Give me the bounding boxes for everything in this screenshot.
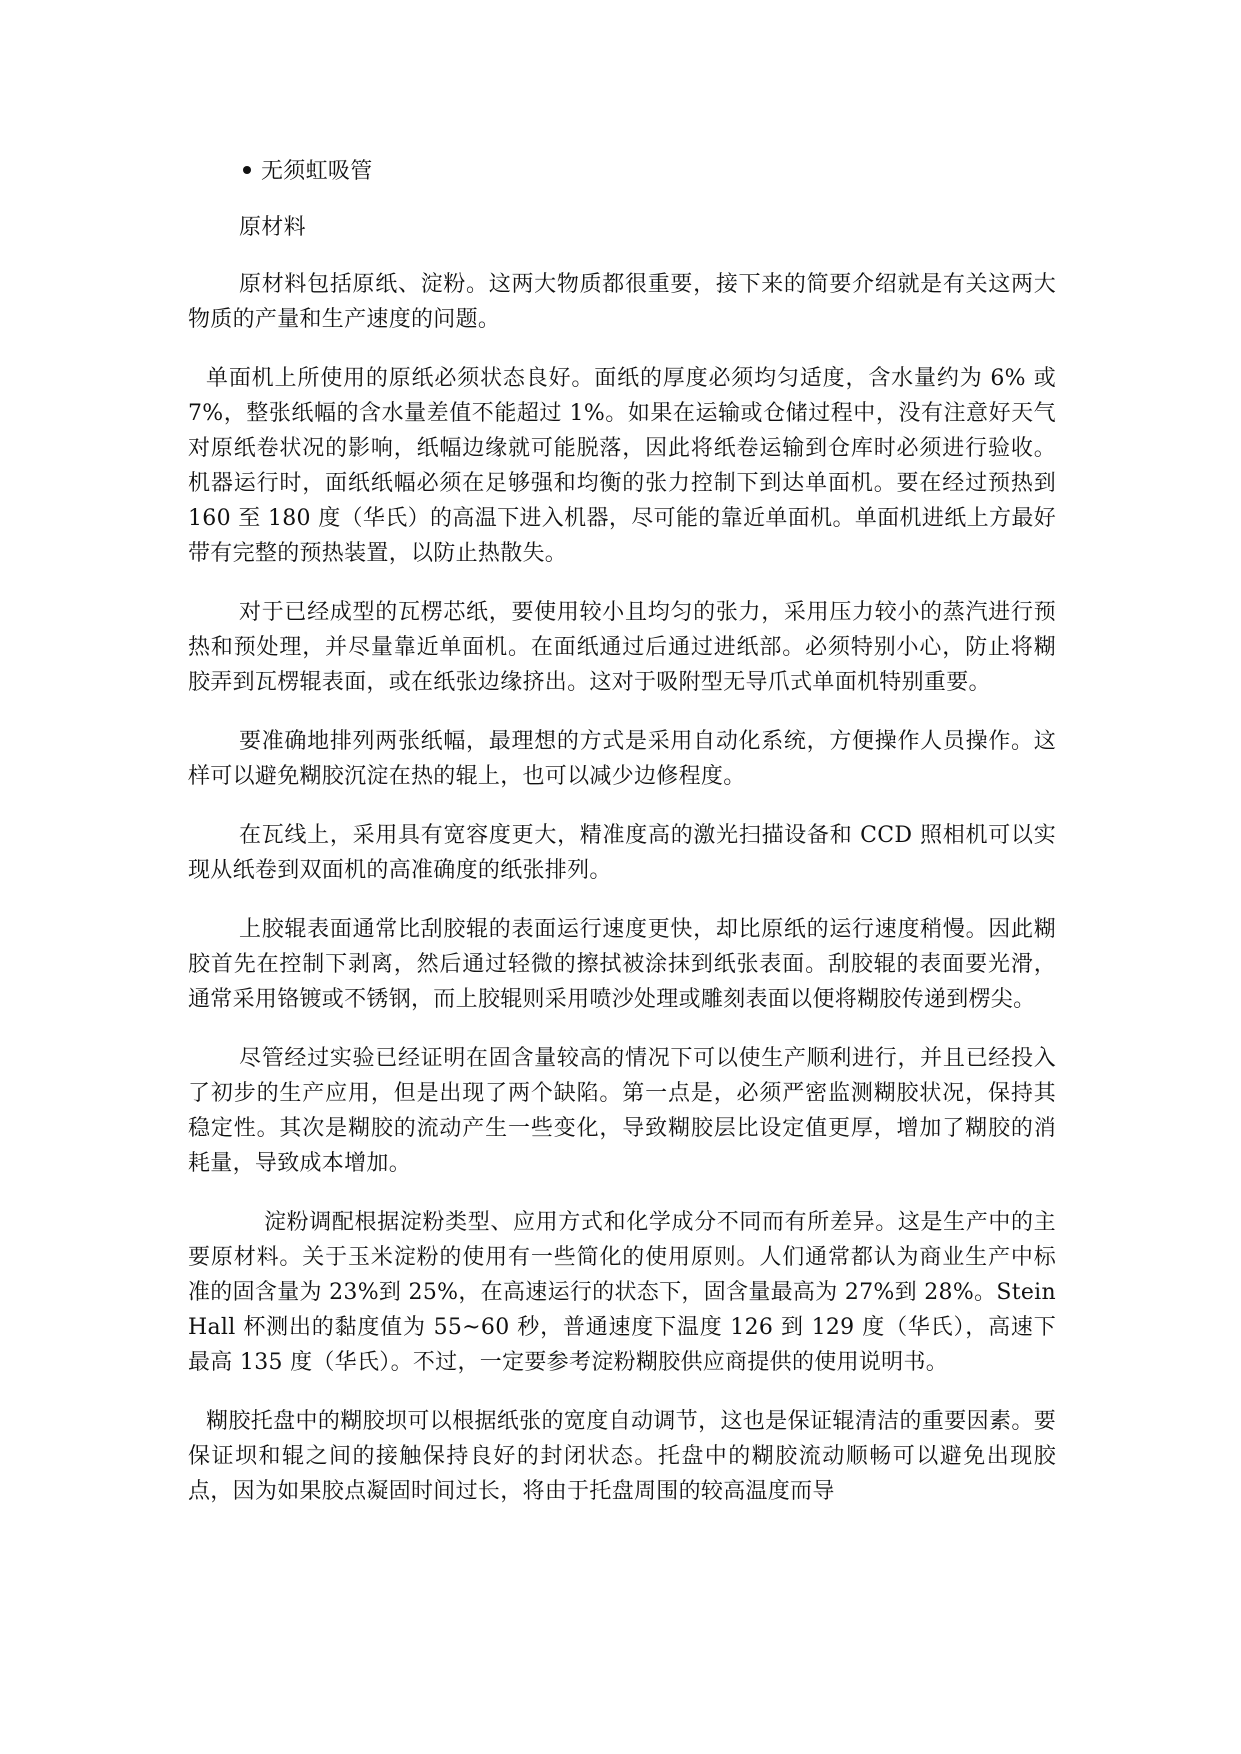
bullet-item-text: 无须虹吸管 [261, 159, 373, 184]
paragraph-raw-materials-intro: 原材料包括原纸、淀粉。这两大物质都很重要，接下来的简要介绍就是有关这两大物质的产量和生产速度的问题。 [188, 272, 1056, 332]
paragraph-starch-formulation: 淀粉调配根据淀粉类型、应用方式和化学成分不同而有所差异。这是生产中的主要原材料。关于玉米淀粉的使用有一些简化的使用原则。人们通常都认为商业生产中标准的固含量为 23%到 25%，在高速运行的状态下，固含量最高为 27%到 28%。Stein Hall 杯测出的黏度值为 55~60 秒，普通速度下温度 126 到 129 度（华氏），高速下最高 135 度（华氏）。不过，一定要参考淀粉糊胶供应商提供的使用说明书。 [188, 1210, 1056, 1375]
paragraph-laser-ccd: 在瓦线上，采用具有宽容度更大，精准度高的激光扫描设备和 CCD 照相机可以实现从纸卷到双面机的高准确度的纸张排列。 [188, 823, 1056, 883]
paragraph-glue-dam: 糊胶托盘中的糊胶坝可以根据纸张的宽度自动调节，这也是保证辊清洁的重要因素。要保证坝和辊之间的接触保持良好的封闭状态。托盘中的糊胶流动顺畅可以避免出现胶点，因为如果胶点凝固时间过长，将由于托盘周围的较高温度而导 [188, 1409, 1056, 1504]
section-heading: 原材料 [239, 215, 306, 240]
document-body [188, 154, 1056, 1533]
paragraph-liner-paper: 单面机上所使用的原纸必须状态良好。面纸的厚度必须均匀适度，含水量约为 6% 或 7%，整张纸幅的含水量差值不能超过 1%。如果在运输或仓储过程中，没有注意好天气对原纸卷状况的影响，纸幅边缘就可能脱落，因此将纸卷运输到仓库时必须进行验收。机器运行时，面纸纸幅必须在足够强和均衡的张力控制下到达单面机。要在经过预热到 160 至 180 度（华氏）的高温下进入机器，尽可能的靠近单面机。单面机进纸上方最好带有完整的预热装置，以防止热散失。 [188, 366, 1056, 566]
bullet-icon [243, 166, 251, 174]
paragraph-corrugating-medium: 对于已经成型的瓦楞芯纸，要使用较小且均匀的张力，采用压力较小的蒸汽进行预热和预处理，并尽量靠近单面机。在面纸通过后通过进纸部。必须特别小心，防止将糊胶弄到瓦楞辊表面，或在纸张边缘挤出。这对于吸附型无导爪式单面机特别重要。 [188, 600, 1056, 695]
paragraph-glue-rolls: 上胶辊表面通常比刮胶辊的表面运行速度更快，却比原纸的运行速度稍慢。因此糊胶首先在控制下剥离，然后通过轻微的擦拭被涂抹到纸张表面。刮胶辊的表面要光滑，通常采用铬镀或不锈钢，而上胶辊则采用喷沙处理或雕刻表面以便将糊胶传递到楞尖。 [188, 917, 1056, 1012]
bullet-list-item [188, 154, 1056, 189]
paragraph-solids-content: 尽管经过实验已经证明在固含量较高的情况下可以使生产顺利进行，并且已经投入了初步的生产应用，但是出现了两个缺陷。第一点是，必须严密监测糊胶状况，保持其稳定性。其次是糊胶的流动产生一些变化，导致糊胶层比设定值更厚，增加了糊胶的消耗量，导致成本增加。 [188, 1046, 1056, 1176]
paragraph-web-alignment: 要准确地排列两张纸幅，最理想的方式是采用自动化系统，方便操作人员操作。这样可以避免糊胶沉淀在热的辊上，也可以减少边修程度。 [188, 729, 1056, 789]
